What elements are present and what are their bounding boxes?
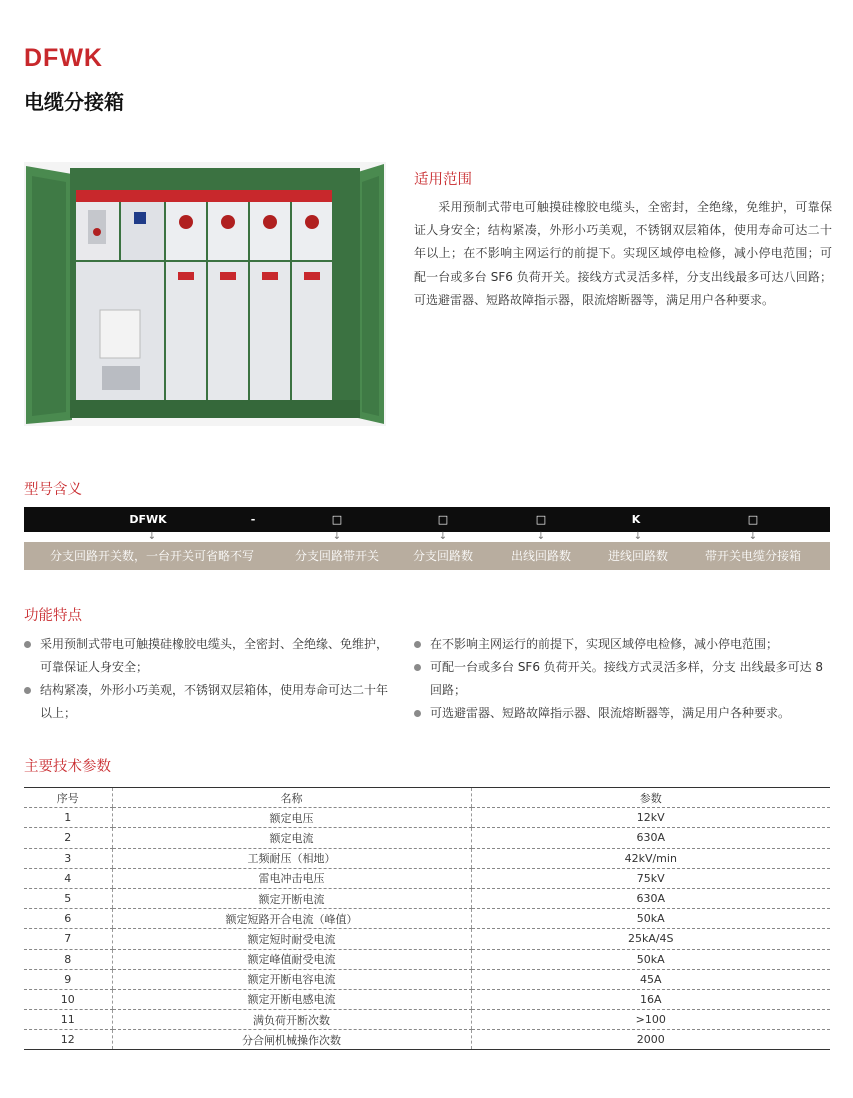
table-cell: 2 (24, 828, 112, 848)
application-heading: 适用范围 (414, 172, 472, 188)
table-cell: 630A (471, 828, 830, 848)
table-cell: 1 (24, 808, 112, 828)
table-row (24, 969, 830, 989)
model-description: 进线回路数 (607, 549, 669, 563)
table-row (24, 808, 830, 828)
model-description: 分支回路开关数，一台开关可省略不写 (49, 549, 255, 563)
model-code-bar (24, 507, 830, 532)
table-cell: 12 (24, 1030, 112, 1050)
table-cell: 额定开断电感电流 (112, 989, 471, 1009)
table-cell: 额定短时耐受电流 (112, 929, 471, 949)
table-cell: 额定开断电容电流 (112, 969, 471, 989)
table-cell: 雷电冲击电压 (112, 868, 471, 888)
table-row (24, 1010, 830, 1030)
table-cell: 4 (24, 868, 112, 888)
model-code: DFWK (129, 513, 167, 526)
feature-item: 在不影响主网运行的前提下，实现区域停电检修，减小停电范围； (414, 633, 832, 656)
table-cell: 42kV/min (471, 848, 830, 868)
column-header: 名称 (112, 788, 471, 808)
column-header: 参数 (471, 788, 830, 808)
table-cell: 16A (471, 989, 830, 1009)
table-cell: 额定电流 (112, 828, 471, 848)
feature-item: 可选避雷器、短路故障指示器、限流熔断器等，满足用户各种要求。 (414, 702, 832, 725)
model-description: 带开关电缆分接箱 (704, 549, 802, 563)
model-code: K (631, 513, 641, 526)
table-row (24, 868, 830, 888)
down-arrow-icon: ↓ (748, 531, 758, 542)
model-code: □ (535, 513, 547, 526)
table-row (24, 909, 830, 929)
model-description: 分支回路带开关 (294, 549, 380, 563)
table-row (24, 929, 830, 949)
table-cell: 25kA/4S (471, 929, 830, 949)
table-row (24, 1030, 830, 1050)
table-row (24, 848, 830, 868)
table-cell: 630A (471, 888, 830, 908)
features-left (24, 633, 388, 725)
spec-table (24, 787, 830, 1050)
brand-name: DFWK (24, 44, 103, 72)
table-cell: 满负荷开断次数 (112, 1010, 471, 1030)
table-cell: 3 (24, 848, 112, 868)
table-cell: 5 (24, 888, 112, 908)
application-text (414, 196, 832, 312)
table-cell: 工频耐压（相地） (112, 848, 471, 868)
table-cell: 11 (24, 1010, 112, 1030)
table-cell: 6 (24, 909, 112, 929)
table-cell: 50kA (471, 949, 830, 969)
table-cell: 50kA (471, 909, 830, 929)
table-cell: 7 (24, 929, 112, 949)
features-right (414, 633, 832, 725)
application-paragraph: 采用预制式带电可触摸硅橡胶电缆头，全密封，全绝缘，免维护，可靠保证人身安全；结构紧凑，外形小巧美观，不锈钢双层箱体，使用寿命可达二十年以上；在不影响主网运行的前提下。实现区域停电检修，减小停电范围；可配一台或多台 SF6 负荷开关。接线方式灵活多样，分支出线最多可达八回路；可选避雷器、短路故障指示器，限流熔断器等，满足用户各种要求。 (414, 200, 832, 307)
model-description: 分支回路数 (412, 549, 474, 563)
table-cell: 8 (24, 949, 112, 969)
table-cell: 分合闸机械操作次数 (112, 1030, 471, 1050)
down-arrow-icon: ↓ (536, 531, 546, 542)
table-cell: 45A (471, 969, 830, 989)
table-row (24, 888, 830, 908)
model-heading: 型号含义 (24, 482, 82, 498)
model-description-bar (24, 542, 830, 570)
model-description: 出线回路数 (510, 549, 572, 563)
table-cell: 2000 (471, 1030, 830, 1050)
model-code: - (250, 513, 256, 526)
model-code: □ (747, 513, 759, 526)
table-cell: 额定短路开合电流（峰值） (112, 909, 471, 929)
down-arrow-icon: ↓ (332, 531, 342, 542)
down-arrow-icon: ↓ (438, 531, 448, 542)
table-cell: >100 (471, 1010, 830, 1030)
table-cell: 75kV (471, 868, 830, 888)
feature-item: 可配一台或多台 SF6 负荷开关。接线方式灵活多样，分支 出线最多可达 8 回路； (414, 656, 832, 702)
table-row (24, 989, 830, 1009)
model-code: □ (437, 513, 449, 526)
table-cell: 12kV (471, 808, 830, 828)
down-arrow-icon: ↓ (147, 531, 157, 542)
table-row (24, 949, 830, 969)
table-cell: 9 (24, 969, 112, 989)
specs-heading: 主要技术参数 (24, 759, 111, 775)
product-title: 电缆分接箱 (24, 90, 124, 114)
feature-item: 结构紧凑，外形小巧美观，不锈钢双层箱体，使用寿命可达二十年以上； (24, 679, 388, 725)
feature-item: 采用预制式带电可触摸硅橡胶电缆头，全密封、全绝缘、免维护，可靠保证人身安全； (24, 633, 388, 679)
cabinet-image (24, 162, 386, 426)
down-arrow-icon: ↓ (633, 531, 643, 542)
table-cell: 额定开断电流 (112, 888, 471, 908)
table-header-row (24, 788, 830, 808)
table-row (24, 828, 830, 848)
model-code: □ (331, 513, 343, 526)
table-cell: 额定电压 (112, 808, 471, 828)
table-cell: 10 (24, 989, 112, 1009)
features-heading: 功能特点 (24, 608, 82, 624)
column-header: 序号 (24, 788, 112, 808)
table-cell: 额定峰值耐受电流 (112, 949, 471, 969)
